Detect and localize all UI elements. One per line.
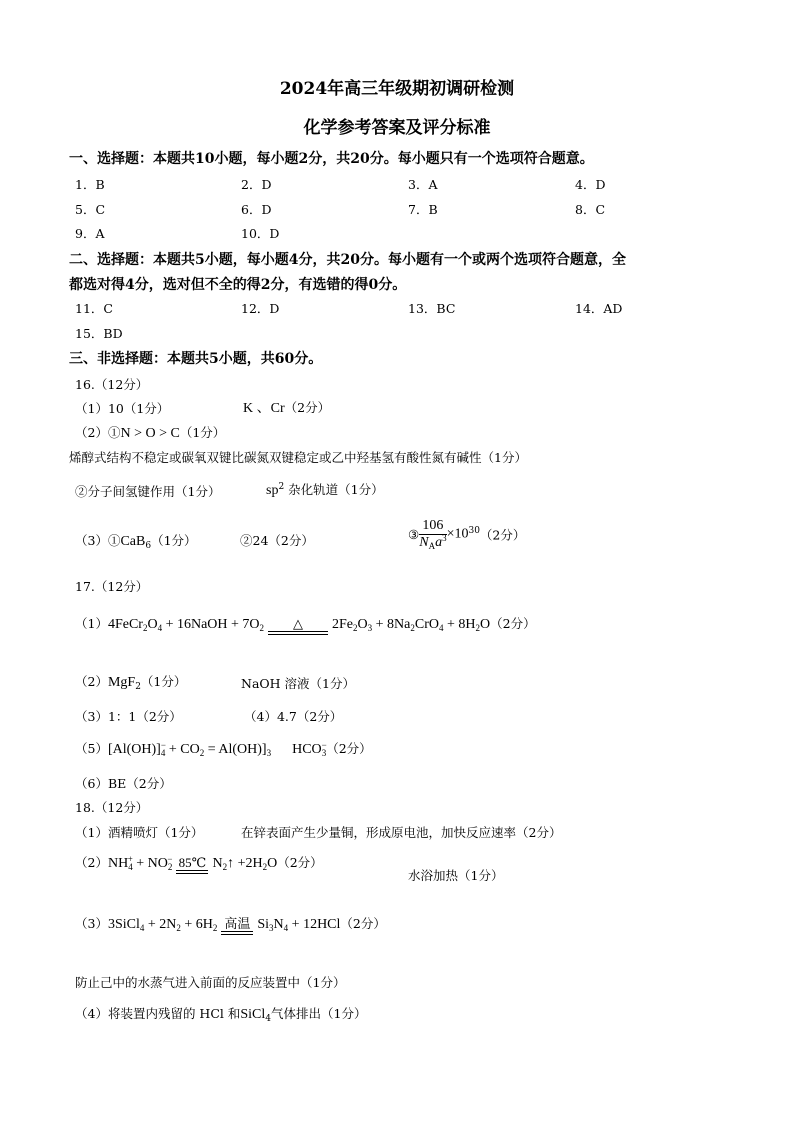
page-subtitle: 化学参考答案及评分标准 [303,118,491,138]
q16-part2c [266,480,384,499]
q18-part2b: 水浴加热（1分） [408,868,504,883]
q17-part2 [75,672,186,691]
answer-4: 4．D [575,177,606,192]
q17-part2-prefix: （2） [75,674,108,689]
temperature-label: 85℃ [178,855,207,870]
equals-bar [221,931,253,935]
equals-bar [176,870,208,874]
q18-part4-formula: SiCl [240,1007,266,1022]
denominator-a: a [435,535,443,550]
section-3-header: 三、非选择题：本题共5小题，共60分。 [69,351,323,367]
q17-part1-prefix: （1） [75,616,108,631]
q18-part3-condition [221,917,253,935]
q16-part3c-exp: 30 [468,526,480,536]
q17-part1-score: （2分） [490,616,536,631]
q18-part3 [75,914,386,935]
q17-part4: （4）4.7（2分） [244,709,343,724]
q16-part3c-score: （2分） [479,527,526,543]
answer-10: 10．D [241,226,280,241]
q18-part3-prefix: （3） [75,916,108,931]
q18-part2-prefix: （2） [75,855,108,870]
q17-part5 [75,739,372,758]
q16-part3c [408,518,525,551]
q16-part2 [75,423,225,442]
q16-part2c-formula: sp [266,483,279,498]
denominator-n: N [419,535,429,550]
q18-part2-condition [176,856,208,874]
q18-part4-sub: 4 [265,1014,272,1024]
q17-part1 [75,614,536,635]
q18-part1b: 在锌表面产生少量铜，形成原电池，加快反应速率（2分） [241,825,562,840]
fraction-denominator [419,535,446,551]
denominator-sub: A [428,541,436,551]
q16-part3-prefix: （3）① [75,533,121,548]
equals-bar [268,631,328,635]
answer-13: 13．BC [408,301,456,316]
q16-part2c-sup: 2 [278,482,285,492]
answer-3: 3．A [408,177,438,192]
q16-part3 [75,531,197,550]
q16-label: 16.（12分） [75,377,149,392]
q17-part2-score: （1分） [140,674,187,689]
denominator-sup: 3 [442,533,447,543]
q17-part2-formula: MgF [107,675,136,690]
q17-part1-reactants: $4FeCr_2O_4$ + 16NaOH + $7O_2$ [107,617,265,633]
q17-part2-sub: 2 [135,682,141,692]
q17-part6: （6）BE（2分） [75,776,172,791]
q16-part2c-text: 杂化轨道（1分） [288,482,384,497]
section-1-header: 一、选择题：本题共10小题，每小题2分，共20分。每小题只有一个选项符合题意。 [69,151,594,167]
answer-6: 6．D [241,202,272,217]
q16-part3c-prefix: ③ [408,527,420,542]
q17-label: 17.（12分） [75,579,149,594]
high-temp-label: 高温 [224,916,251,931]
q18-part4-text1: （4）将装置内残留的 HCl 和 [75,1006,241,1021]
q18-part3-products: $Si_3N_4 + 12HCl$ [257,917,341,933]
q16-part3-sub: 6 [145,541,152,551]
answer-1: 1．B [75,177,105,192]
q18-part3-reactants: 3SiCl$_4$ + $2N_2 + 6H_2$ [107,917,218,933]
q17-part1-products: $2Fe_2O_3 + 8Na_2CrO_4 + 8H_2O$ [332,617,491,633]
answer-14: 14．AD [575,301,623,316]
q16-part3c-times: ×10 [446,526,469,542]
q17-part2b: NaOH 溶液（1分） [241,676,355,691]
section-2-header-line1: 二、选择题：本题共5小题，每小题4分，共20分。每小题有一个或两个选项符合题意，全 [69,252,626,268]
q18-label: 18.（12分） [75,800,149,815]
q17-part5-score: （2分） [326,741,372,756]
q16-part1b-score: （2分） [284,400,331,415]
density-fraction [419,518,446,551]
q18-part1a: （1）酒精喷灯（1分） [75,825,204,840]
q17-part5-prefix: （5） [75,741,108,756]
answer-7: 7．B [408,202,438,217]
q16-part2-score: （1分） [179,425,226,440]
answer-5: 5．C [75,202,106,217]
q18-part2-products: $N_2↑ +2H_2O$ [212,856,278,872]
page-title: 2024年高三年级期初调研检测 [279,79,515,99]
q18-part3-score: （2分） [340,916,386,931]
q16-part3-formula: CaB [120,534,146,549]
q18-part3-text: 防止己中的水蒸气进入前面的反应装置中（1分） [75,975,346,990]
q18-part2-reactants: $NH_4^+ + NO_2^-$ [107,854,173,872]
q18-part4-text2: 气体排出（1分） [271,1006,367,1021]
fraction-numerator: 106 [419,518,446,535]
q18-part4 [75,1004,366,1023]
answer-8: 8．C [575,202,606,217]
answer-15: 15．BD [75,326,123,341]
q18-part2-score: （2分） [277,855,323,870]
q16-part1b [243,397,330,417]
answer-2: 2．D [241,177,272,192]
section-2-header-line2: 都选对得4分，选对但不全的得2分，有选错的得0分。 [69,277,407,293]
heat-icon: △ [293,616,304,631]
q16-part2-prefix: （2）① [75,425,121,440]
answer-11: 11．C [75,301,113,316]
q16-part3b: ②24（2分） [240,533,314,548]
q16-part2-text: 烯醇式结构不稳定或碳氧双键比碳氮双键稳定或乙中羟基氢有酸性氮有碱性（1分） [69,450,527,465]
answer-9: 9．A [75,226,105,241]
q16-part1a: （1）10（1分） [75,401,170,416]
answer-12: 12．D [241,301,280,316]
q17-part1-condition [268,617,328,635]
q16-part3-score: （1分） [151,533,197,548]
q16-part2b: ②分子间氢键作用（1分） [75,484,221,499]
q17-part5-equation: $[Al(OH)]^-_4 + CO_2 = Al(OH)]_3$ $HCO^-_3$ [107,740,327,758]
q16-part2-formula: N > O > C [120,426,180,441]
q17-part3: （3）1：1（2分） [75,709,182,724]
q16-part1b-formula: K 、Cr [243,401,285,416]
q18-part2 [75,853,323,874]
